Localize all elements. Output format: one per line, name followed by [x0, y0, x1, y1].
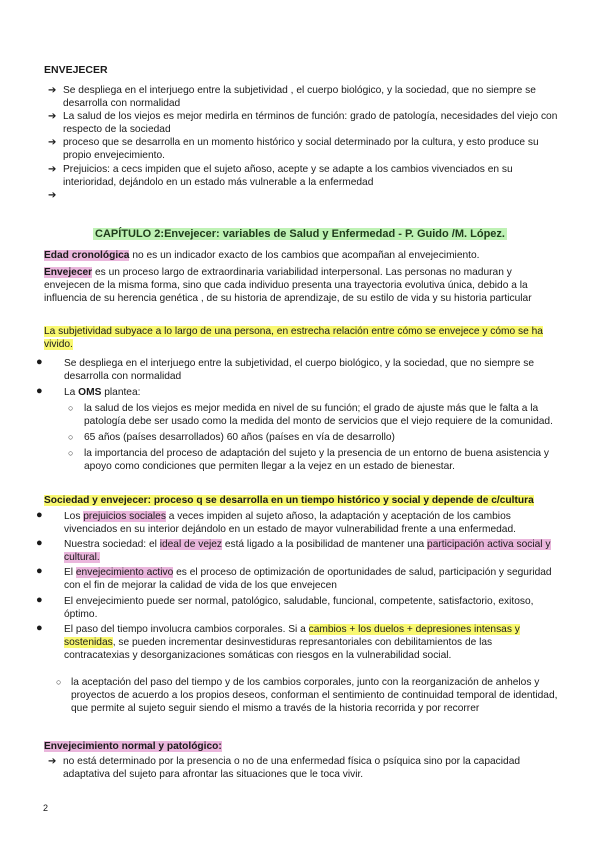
- normal-list: [44, 755, 559, 781]
- list-item: ● El paso del tiempo involucra cambios corporales. Si a cambios + los duelos + depresiones intensas y sostenidas, se pueden incrementar desinvestiduras represantoriales con debilitamientos de las contracatexias y desorganizaciones somáticas con riesgos en la vulnerabilidad social.: [36, 621, 520, 661]
- arrow-icon: ➔: [48, 85, 57, 96]
- circle-bullet-icon: ○: [68, 403, 74, 413]
- list-item-empty: [44, 189, 559, 202]
- circle-bullet-icon: ○: [68, 448, 74, 459]
- arrow-icon: ➔: [48, 163, 57, 175]
- list-item: ● El envejecimiento activo es el proceso de optimización de oportunidades de salud, participación y seguridad con el fin de mejorar la calidad de vida de los que envejecen: [36, 565, 552, 592]
- list-item: ➔ Prejuicios: a cecs impiden que el sujeto añoso, acepte y se adapte a los cambios vivenciados en su interioridad, dejándolo en un estado más vulnerable a la enfermedad: [48, 163, 513, 188]
- paragraph-subjetividad: La subjetividad subyace a lo largo de una persona, en estrecha relación entre cómo se envejece y cómo se ha vivido.: [44, 326, 543, 351]
- page-number: 2: [43, 803, 49, 813]
- bullet-icon: ●: [36, 356, 43, 368]
- chapter-title: CAPÍTULO 2:Envejecer: variables de Salud y Enfermedad - P. Guido /M. López.: [95, 228, 505, 240]
- arrow-icon: ➔: [48, 756, 57, 767]
- list-item: ➔ no está determinado por la presencia o no de una enfermedad física o psíquica sino por la capacidad adaptativa del sujeto para afrontar las situaciones que le toca vivir.: [48, 756, 521, 781]
- list-item: ➔ proceso que se desarrolla en un momento histórico y social determinado por la cultura, y esto produce su propio envejecimiento.: [48, 137, 539, 162]
- list-item: ● Nuestra sociedad: el ideal de vejez está ligado a la posibilidad de mantener una participación activa social y cultural.: [36, 537, 551, 564]
- list-item: ○ la aceptación del paso del tiempo y de los cambios corporales, junto con la reorganización de anhelos y proyectos de acuerdo a los propios deseos, conforman el sentimiento de continuidad temporal de identidad, que permite al sujeto seguir siendo el mismo a través de la historia recorrida y por recorrer: [56, 677, 558, 715]
- circle-bullet-icon: ○: [68, 432, 74, 443]
- sublist-aceptacion: [52, 676, 559, 715]
- bullet-icon: ●: [36, 509, 43, 521]
- list-item: ○ la salud de los viejos es mejor medida en nivel de su función; el grado de ajuste más que le falta a la patología debe ser usado como la medida del monto de servicios que el viejo requiere de la comunidad.: [68, 403, 553, 428]
- bullet-list-2: [36, 509, 559, 662]
- list-item-oms: ● La OMS plantea:: [36, 385, 141, 399]
- list-item: ➔ Se despliega en el interjuego entre la subjetividad , el cuerpo biológico, y la sociedad, que no siempre se desarrolla con normalidad: [48, 85, 536, 110]
- arrow-icon: ➔: [48, 189, 57, 201]
- circle-bullet-icon: ○: [56, 677, 62, 687]
- list-item: ○ la importancia del proceso de adaptación del sujeto y la presencia de un entorno de buena asistencia y apoyo como condiciones que permiten llegar a la vejez en un estado de bienestar.: [68, 448, 549, 473]
- envejecer-list: [44, 84, 559, 202]
- bullet-icon: ●: [36, 565, 43, 578]
- arrow-icon: ➔: [48, 111, 57, 123]
- envejecimiento-normal-heading: Envejecimiento normal y patológico:: [44, 741, 222, 752]
- paragraph-envejecer: Envejecer es un proceso largo de extraordinaria variabilidad interpersonal. Las personas no maduran y envejecen de la misma forma, sino que cada individuo presenta una trayectoria evolutiva única, debido a la influencia de su herencia genética , de su historia de aprendizaje, de su estilo de vida y su historia particular: [44, 267, 532, 305]
- list-item: ● Los prejuicios sociales a veces impiden al sujeto añoso, la adaptación y aceptación de los cambios vivenciados en su interior dejándolo en un estado de mayor vulnerabilidad frente a una enfermedad.: [36, 509, 516, 536]
- section-heading-envejecer: ENVEJECER: [44, 64, 108, 76]
- bullet-icon: ●: [36, 385, 43, 398]
- oms-sublist: [64, 402, 559, 473]
- list-item: ○ 65 años (países desarrollados) 60 años (países en vía de desarrollo): [68, 432, 395, 444]
- arrow-icon: ➔: [48, 137, 57, 149]
- bullet-icon: ●: [36, 593, 43, 606]
- bullet-list-1: [36, 356, 559, 399]
- paragraph-edad-cronologica: Edad cronológica no es un indicador exacto de los cambios que acompañan al envejecimiento.: [44, 250, 480, 261]
- list-item: ➔ La salud de los viejos es mejor medirla en términos de función: grado de patología, necesidades del viejo con respecto de la sociedad: [48, 111, 558, 136]
- list-item: ● El envejecimiento puede ser normal, patológico, saludable, funcional, competente, satisfactorio, exitoso, óptimo.: [36, 593, 534, 620]
- bullet-icon: ●: [36, 537, 43, 550]
- sociedad-envejecer-heading: Sociedad y envejecer: proceso q se desarrolla en un tiempo histórico y social y depende de c/cultura: [44, 495, 534, 506]
- list-item: ● Se despliega en el interjuego entre la subjetividad, el cuerpo biológico, y la sociedad, que no siempre se desarrolla con normalidad: [36, 356, 535, 383]
- bullet-icon: ●: [36, 621, 43, 634]
